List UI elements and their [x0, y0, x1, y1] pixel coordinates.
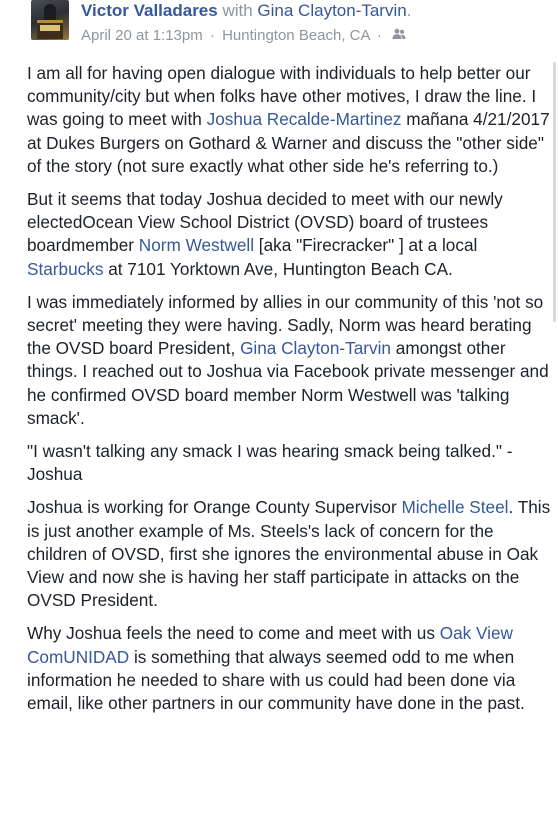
- post-paragraph-3: [27, 291, 552, 430]
- text-segment: Why Joshua feels the need to come and meet with us: [27, 623, 440, 644]
- meta-separator: ·: [209, 27, 215, 44]
- mention-joshua-recalde-martinez[interactable]: Joshua Recalde-Martinez: [206, 109, 402, 130]
- avatar-person: [44, 4, 56, 20]
- text-segment: [aka "Firecracker" ] at a local: [254, 235, 478, 256]
- post-meta: [81, 27, 406, 45]
- post-paragraph-4: [27, 440, 552, 486]
- post-paragraph-5: [27, 496, 552, 612]
- post-paragraph-2: [27, 188, 552, 281]
- text-segment: "I wasn't talking any smack I was hearing smack being talked." -Joshua: [27, 441, 513, 485]
- post-location[interactable]: Huntington Beach, CA: [222, 27, 370, 44]
- text-segment: mañana 4/21/2017 at Dukes Burgers on Gothard & Warner and discuss the "other side" of the story (not sure exactly what other side he's referring to.): [27, 109, 550, 176]
- page-scrollbar[interactable]: [553, 62, 556, 322]
- friends-audience-icon[interactable]: [392, 27, 406, 45]
- with-text: with: [222, 1, 253, 20]
- meta-separator-2: ·: [376, 27, 382, 44]
- mention-oak-view-comunidad[interactable]: Oak View ComUNIDAD: [27, 623, 513, 667]
- text-segment: amongst other things. I reached out to Joshua via Facebook private messenger and he confirmed OVSD board member Norm Westwell was 'talking smack'.: [27, 338, 549, 428]
- mention-norm-westwell[interactable]: Norm Westwell: [138, 235, 255, 256]
- post-header: [0, 0, 558, 56]
- tagged-suffix: .: [406, 1, 412, 20]
- author-name-link[interactable]: Victor Valladares: [81, 1, 218, 20]
- post-paragraph-6: [27, 622, 552, 715]
- post-body: [27, 62, 552, 725]
- post-paragraph-1: [27, 62, 552, 178]
- mention-gina-clayton-tarvin[interactable]: Gina Clayton-Tarvin: [240, 338, 391, 359]
- author-avatar[interactable]: [31, 0, 69, 40]
- mention-michelle-steel[interactable]: Michelle Steel: [401, 497, 509, 518]
- text-segment: I am all for having open dialogue with individuals to help better our community/city but when folks have other motives, I draw the line. I was going to meet with: [27, 63, 537, 130]
- text-segment: . This is just another example of Ms. Steels's lack of concern for the children of OVSD, first she ignores the environmental abuse in Oak View and now she is having her staff participate in attacks on the OVSD President.: [27, 497, 551, 611]
- mention-starbucks[interactable]: Starbucks: [27, 258, 104, 279]
- avatar-podium-sign: [40, 25, 60, 31]
- text-segment: is something that always seemed odd to me when information he needed to share with us could had been done via email, like other partners in our community have done in the past.: [27, 646, 525, 714]
- post-timestamp[interactable]: April 20 at 1:13pm: [81, 27, 203, 44]
- text-segment: Joshua is working for Orange County Supervisor: [27, 497, 402, 518]
- tagged-person-link[interactable]: Gina Clayton-Tarvin: [257, 1, 407, 20]
- text-segment: at 7101 Yorktown Ave, Huntington Beach CA.: [103, 258, 453, 279]
- text-segment: I was immediately informed by allies in our community of this 'not so secret' meeting they were having. Sadly, Norm was heard berating the OVSD board President,: [27, 291, 544, 359]
- text-segment: But it seems that today Joshua decided to meet with our newly electedOcean View School District (OVSD) board of trustees boardmember: [27, 189, 503, 256]
- author-line: [81, 0, 411, 22]
